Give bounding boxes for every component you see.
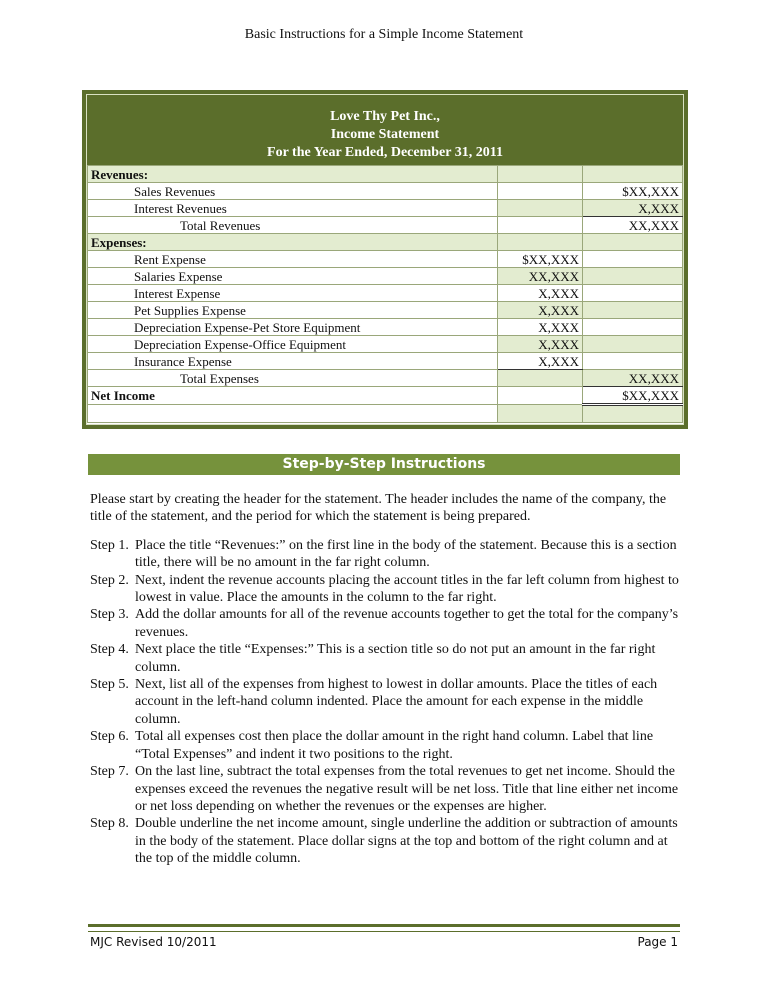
row-mid [498, 370, 583, 387]
row-right: XX,XXX [583, 217, 683, 234]
income-statement [82, 90, 688, 429]
row-mid: X,XXX [498, 353, 583, 370]
intro-paragraph: Please start by creating the header for the statement. The header includes the name of the company, the title of the statement, and the period for which the statement is being prepared. [90, 492, 667, 525]
steps-list [90, 537, 680, 868]
table-row [88, 387, 683, 405]
row-right [583, 268, 683, 285]
page-header: Basic Instructions for a Simple Income Statement [244, 27, 524, 42]
row-label: Interest Expense [88, 285, 498, 302]
table-row [88, 234, 683, 251]
list-item [90, 572, 680, 607]
statement-table [87, 165, 683, 423]
row-mid [498, 200, 583, 217]
table-row [88, 353, 683, 370]
step-number: Step 1. [90, 537, 129, 553]
step-text: Next place the title “Expenses:” This is a section title so do not put an amount in the far right column. [135, 642, 656, 675]
table-row [88, 336, 683, 353]
table-row [88, 268, 683, 285]
list-item [90, 641, 680, 676]
footer-divider [88, 924, 680, 932]
row-label: Pet Supplies Expense [88, 302, 498, 319]
row-mid: X,XXX [498, 336, 583, 353]
list-item [90, 676, 680, 728]
step-number: Step 8. [90, 816, 129, 832]
row-mid: XX,XXX [498, 268, 583, 285]
row-mid [498, 183, 583, 200]
step-number: Step 3. [90, 607, 129, 623]
row-right: XX,XXX [583, 370, 683, 387]
table-row [88, 200, 683, 217]
table-row [88, 319, 683, 336]
row-mid: X,XXX [498, 285, 583, 302]
step-text: Next, indent the revenue accounts placing the account titles in the far left column from highest to lowest in value. Place the amounts in the column to the far right. [135, 572, 679, 606]
row-mid [498, 234, 583, 251]
step-text: Next, list all of the expenses from highest to lowest in dollar amounts. Place the titles of each account in the left-hand column indented. Place the amount for each expense in the middle column. [135, 677, 658, 727]
list-item [90, 606, 680, 641]
row-mid: $XX,XXX [498, 251, 583, 268]
row-label: Rent Expense [88, 251, 498, 268]
row-right [583, 251, 683, 268]
step-number: Step 4. [90, 642, 129, 658]
row-mid [498, 405, 583, 423]
instructions-body [90, 491, 680, 868]
table-row [88, 370, 683, 387]
row-right: $XX,XXX [583, 183, 683, 200]
table-row [88, 183, 683, 200]
statement-period: For the Year Ended, December 31, 2011 [267, 145, 503, 160]
row-label: Net Income [88, 387, 498, 405]
row-label: Total Revenues [88, 217, 498, 234]
row-right: X,XXX [583, 200, 683, 217]
row-label: Sales Revenues [88, 183, 498, 200]
list-item [90, 815, 680, 867]
row-right [583, 319, 683, 336]
row-label: Total Expenses [88, 370, 498, 387]
row-mid [498, 166, 583, 183]
company-name: Love Thy Pet Inc., [330, 109, 440, 124]
statement-title: Income Statement [330, 127, 440, 142]
row-right [583, 302, 683, 319]
row-label [88, 405, 498, 423]
row-mid: X,XXX [498, 319, 583, 336]
statement-inner [86, 94, 684, 425]
footer-revision: MJC Revised 10/2011 [90, 935, 217, 949]
step-text: Add the dollar amounts for all of the revenue accounts together to get the total for the company’s revenues. [135, 607, 679, 640]
step-text: Double underline the net income amount, single underline the addition or subtraction of amounts in the body of the statement. Place dollar signs at the top and bottom of the right column and at the top of the middle column. [135, 816, 678, 867]
row-label: Insurance Expense [88, 353, 498, 370]
list-item [90, 537, 680, 572]
table-row [88, 217, 683, 234]
list-item [90, 763, 680, 815]
table-row [88, 166, 683, 183]
row-right: $XX,XXX [583, 387, 683, 405]
step-number: Step 5. [90, 677, 129, 693]
table-row [88, 405, 683, 423]
row-mid: X,XXX [498, 302, 583, 319]
step-text: Total all expenses cost then place the dollar amount in the right hand column. Label that line “Total Expenses” and indent it two positions to the right. [135, 729, 654, 762]
step-number: Step 2. [90, 572, 129, 588]
table-row [88, 285, 683, 302]
table-row [88, 302, 683, 319]
row-right [583, 336, 683, 353]
list-item [90, 728, 680, 763]
step-number: Step 7. [90, 764, 129, 780]
row-label: Salaries Expense [88, 268, 498, 285]
statement-heading [87, 95, 683, 165]
step-text: On the last line, subtract the total expenses from the total revenues to get net income. Should the expenses exceed the revenues the negative result will be net loss. Title that line either net income or net loss depending on whether the revenues or the expenses are higher. [135, 764, 679, 814]
row-label: Expenses: [88, 234, 498, 251]
section-title-bar: Step-by-Step Instructions [88, 454, 680, 475]
row-label: Interest Revenues [88, 200, 498, 217]
row-mid [498, 387, 583, 405]
table-row [88, 251, 683, 268]
row-right [583, 405, 683, 423]
row-right [583, 166, 683, 183]
row-right [583, 353, 683, 370]
row-label: Depreciation Expense-Office Equipment [88, 336, 498, 353]
footer-page-number: Page 1 [637, 935, 678, 949]
row-label: Depreciation Expense-Pet Store Equipment [88, 319, 498, 336]
row-label: Revenues: [88, 166, 498, 183]
row-right [583, 285, 683, 302]
step-number: Step 6. [90, 729, 129, 745]
step-text: Place the title “Revenues:” on the first line in the body of the statement. Because this is a section title, there will be no amount in the far right column. [135, 537, 677, 571]
row-mid [498, 217, 583, 234]
row-right [583, 234, 683, 251]
